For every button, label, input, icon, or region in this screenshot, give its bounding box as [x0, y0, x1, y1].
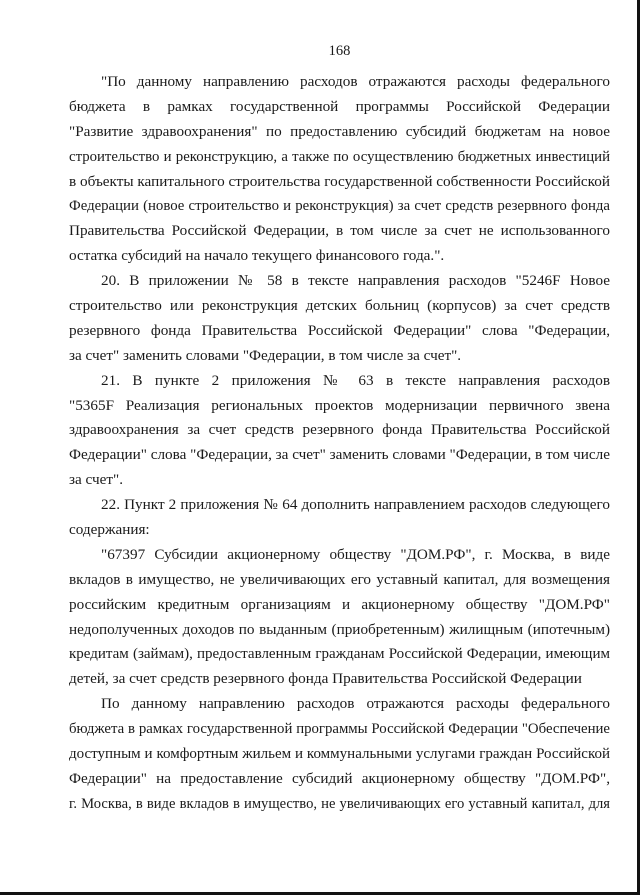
text-line: российским кредитным организациям и акционерному обществу "ДОМ.РФ" — [69, 595, 610, 613]
page-number: 168 — [328, 43, 351, 59]
text-line: "5365F Реализация региональных проектов модернизации первичного звена — [69, 396, 610, 414]
text-line: Федерации (новое строительство и реконструкция) за счет средств резервного фонда — [69, 198, 610, 215]
text-line: вкладов в имущество, не увеличивающих его уставный капитал, для возмещения — [69, 570, 610, 588]
document-body — [69, 70, 610, 817]
text-line: детей, за счет средств резервного фонда Правительства Российской Федерации — [69, 670, 582, 688]
text-line: содержания: — [69, 521, 150, 539]
text-line: здравоохранения за счет средств резервного фонда Правительства Российской — [69, 421, 610, 439]
text-line: строительство или реконструкция детских больниц (корпусов) за счет средств — [69, 297, 610, 315]
text-line: остатка субсидий на начало текущего финансового года.". — [69, 247, 445, 265]
text-line: 21. В пункте 2 приложения № 63 в тексте направления расходов — [101, 371, 610, 389]
document-page — [69, 40, 610, 817]
text-line: 20. В приложении № 58 в тексте направления расходов "5246F Новое — [101, 272, 610, 290]
text-line: доступным и комфортным жильем и коммунальными услугами граждан Российской — [69, 746, 610, 763]
text-line: Федерации" слова "Федерации, за счет" заменить словами "Федерации, в том числе — [69, 446, 610, 464]
text-line: "Развитие здравоохранения" по предоставлению субсидий бюджетам на новое — [69, 122, 610, 140]
text-line: резервного фонда Правительства Российской Федерации" слова "Федерации, — [69, 321, 610, 339]
text-line: "67397 Субсидии акционерному обществу "ДОМ.РФ", г. Москва, в виде — [101, 545, 610, 563]
text-line: "По данному направлению расходов отражаются расходы федерального — [101, 73, 610, 90]
text-line: за счет" заменить словами "Федерации, в том числе за счет". — [69, 346, 462, 364]
text-line: Федерации" на предоставление субсидий акционерному обществу "ДОМ.РФ", — [69, 769, 610, 787]
text-line: По данному направлению расходов отражаются расходы федерального — [101, 695, 610, 713]
text-line: за счет". — [69, 471, 123, 489]
text-line: 22. Пункт 2 приложения № 64 дополнить направлением расходов следующего — [101, 496, 610, 514]
text-line: г. Москва, в виде вкладов в имущество, не увеличивающих его уставный капитал, для — [69, 795, 610, 812]
text-line: недополученных доходов по выданным (приобретенным) жилищным (ипотечным) — [69, 620, 610, 638]
text-line: бюджета в рамках государственной программы Российской Федерации — [69, 97, 610, 115]
text-line: Правительства Российской Федерации, в том числе за счет не использованного — [69, 222, 610, 240]
text-line: строительство и реконструкцию, а также по осуществлению бюджетных инвестиций — [69, 148, 610, 165]
text-line: бюджета в рамках государственной программы Российской Федерации "Обеспечение — [69, 721, 610, 738]
text-line: в объекты капитального строительства государственной собственности Российской — [69, 172, 610, 190]
text-line: кредитам (займам), предоставленным гражданам Российской Федерации, имеющим — [69, 646, 610, 663]
